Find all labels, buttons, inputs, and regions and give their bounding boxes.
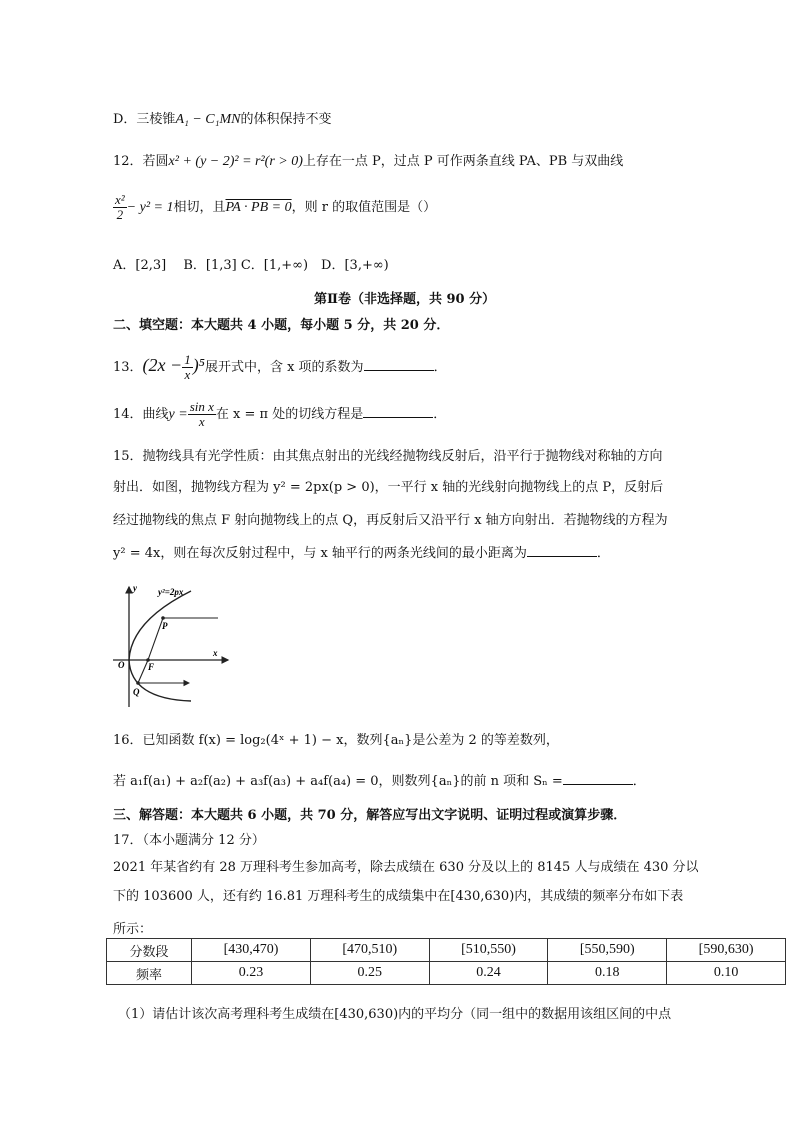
parabola-figure <box>113 583 231 708</box>
frequency-table <box>106 938 786 985</box>
section-fill-heading: 二、填空题：本大题共 4 小题，每小题 5 分，共 20 分． <box>113 318 450 333</box>
q14-eq: y = <box>168 407 188 422</box>
q14-label: 14．曲线 <box>113 407 169 422</box>
figure-f-label: F <box>148 662 155 672</box>
table-cell: 0.24 <box>429 962 548 985</box>
q15-end: ． <box>596 546 610 561</box>
q17-para3: 所示： <box>113 922 153 937</box>
q16-line1: 16．已知函数 f(x) = log₂(4ˣ + 1) − x，数列{aₙ}是公差为 2 的等差数列， <box>113 733 559 748</box>
section2-title: 第Ⅱ卷（非选择题，共 90 分） <box>314 292 496 307</box>
q17-title: 17．（本小题满分 12 分） <box>113 833 265 848</box>
q14-blank <box>363 405 433 418</box>
q15-line3: 经过抛物线的焦点 F 射向抛物线上的点 Q，再反射后又沿平行 x 轴方向射出．若抛物线的方程为 <box>113 513 668 528</box>
q12-fraction <box>113 193 127 222</box>
q12-label: 12．若圆 <box>113 154 169 169</box>
table-cell: 0.18 <box>548 962 667 985</box>
q12-options: A．[2,3] B．[1,3] C．[1,+∞) D．[3,+∞) <box>113 258 389 273</box>
q15-line2: 射出．如图，抛物线方程为 y² = 2px(p > 0)，一平行 x 轴的光线射向抛物线上的点 P，反射后 <box>113 480 664 495</box>
table-cell: 频率 <box>107 962 192 985</box>
figure-x-label: x <box>213 648 218 658</box>
q14-line <box>113 400 446 429</box>
option-d-expr: A₁ − C₁MN <box>175 112 241 127</box>
q15-line1: 15．抛物线具有光学性质：由其焦点射出的光线经抛物线反射后，沿平行于抛物线对称轴的方向 <box>113 449 663 464</box>
q13-frac-den: x <box>182 367 193 382</box>
q13-blank <box>364 358 434 371</box>
reflect-ray-fq <box>138 660 148 683</box>
q12-circle-eq: x² + (y − 2)² = r²(r > 0) <box>168 154 303 169</box>
table-header-cell: [590,630) <box>667 939 786 962</box>
point-q <box>136 681 140 685</box>
q17-para2: 下的 103600 人，还有约 16.81 万理科考生的成绩集中在[430,630)内，其成绩的频率分布如下表 <box>113 889 684 904</box>
q12-text: 上存在一点 P，过点 P 可作两条直线 PA、PB 与双曲线 <box>302 154 624 169</box>
q14-frac-den: x <box>188 414 216 429</box>
q12-frac-num: x² <box>115 192 125 207</box>
option-d-line <box>113 108 332 128</box>
q13-expr-close: )⁵ <box>192 355 205 375</box>
q13-end: ． <box>433 360 447 375</box>
reflect-ray-pf <box>148 618 163 660</box>
q16-line2-text: 若 a₁f(a₁) + a₂f(a₂) + a₃f(a₃) + a₄f(a₄) = 0，则数列{aₙ}的前 n 项和 Sₙ = <box>113 774 563 789</box>
figure-q-label: Q <box>133 687 140 697</box>
q13-fraction <box>182 353 193 382</box>
q13-frac-num: 1 <box>184 352 191 367</box>
q13-line <box>113 353 447 382</box>
q14-end: ． <box>433 407 447 422</box>
q12-vector-eq: PA · PB = 0 <box>225 200 292 215</box>
q15-line4 <box>113 542 610 561</box>
q13-expr-open: (2x − <box>142 355 183 375</box>
q16-end: ． <box>632 774 646 789</box>
q15-blank <box>527 544 597 557</box>
figure-p-label: P <box>162 621 168 631</box>
table-row <box>107 962 786 985</box>
table-header-cell: [550,590) <box>548 939 667 962</box>
q14-frac-num: sin x <box>189 399 214 414</box>
option-d-suffix: 的体积保持不变 <box>240 112 332 127</box>
table-cell: 0.10 <box>667 962 786 985</box>
q17-para1: 2021 年某省约有 28 万理科考生参加高考，除去成绩在 630 分及以上的 8145 人与成绩在 430 分以 <box>113 860 699 875</box>
table-cell: 0.25 <box>310 962 429 985</box>
option-d-prefix: D．三棱锥 <box>113 112 176 127</box>
figure-y-label: y <box>133 583 137 593</box>
table-cell: 0.23 <box>192 962 311 985</box>
q12-line2 <box>113 193 436 222</box>
table-header-cell: [430,470) <box>192 939 311 962</box>
q13-label: 13． <box>113 360 143 375</box>
q15-line4-text: y² = 4x，则在每次反射过程中，与 x 轴平行的两条光线间的最小距离为 <box>113 546 527 561</box>
section-solve-heading: 三、解答题：本大题共 6 小题，共 70 分，解答应写出文字说明、证明过程或演算步骤． <box>113 808 627 823</box>
q13-text: 展开式中，含 x 项的系数为 <box>204 360 364 375</box>
q17-sub1: （1）请估计该次高考理科考生成绩在[430,630)内的平均分（同一组中的数据用该组区间的中点 <box>118 1007 672 1022</box>
figure-o-label: O <box>118 660 125 670</box>
q12-frac-den: 2 <box>113 207 127 222</box>
q16-blank <box>563 772 633 785</box>
point-p <box>161 616 165 620</box>
q12-text2: 相切，且 <box>173 200 226 215</box>
q16-line2 <box>113 770 646 789</box>
table-row <box>107 939 786 962</box>
table-header-cell: [470,510) <box>310 939 429 962</box>
figure-eq-label: y²=2px <box>158 587 184 597</box>
table-header-cell: [510,550) <box>429 939 548 962</box>
q12-line1 <box>113 150 623 170</box>
q12-hyperbola-eq: − y² = 1 <box>126 200 174 215</box>
table-header-cell: 分数段 <box>107 939 192 962</box>
q12-text3: ，则 r 的取值范围是（） <box>291 200 437 215</box>
q14-text: 在 x = π 处的切线方程是 <box>215 407 364 422</box>
q14-fraction <box>188 400 216 429</box>
